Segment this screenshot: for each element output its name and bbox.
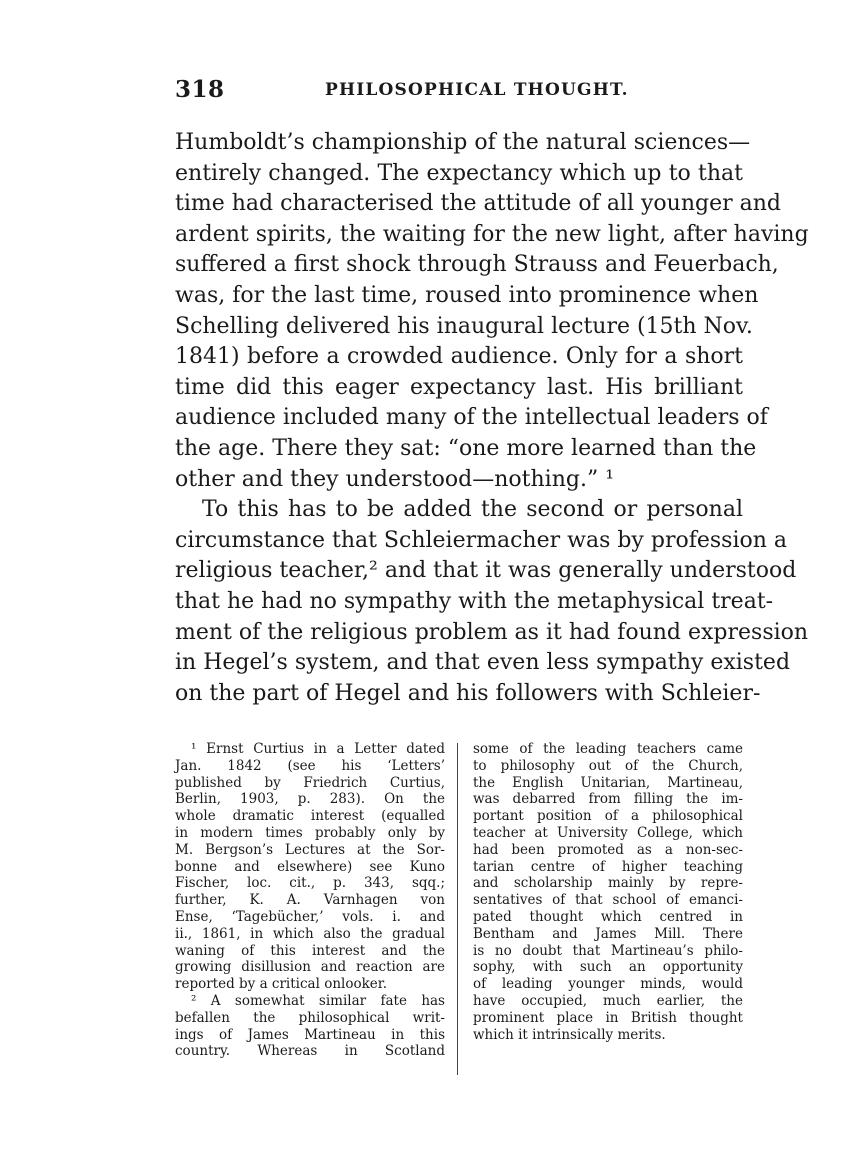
footnote-line: Jan. 1842 (see his ‘Letters’ <box>175 757 445 774</box>
footnote-line: befallen the philosophical writ- <box>175 1009 445 1026</box>
footnote-line: Fischer, loc. cit., p. 343, sqq.; <box>175 875 445 892</box>
footnote-line: whole dramatic interest (equalled <box>175 808 445 825</box>
footnote-line: growing disillusion and reaction are <box>175 959 445 976</box>
body-line: on the part of Hegel and his followers with Schleier- <box>175 680 761 706</box>
column-divider <box>457 743 458 1075</box>
body-line: To this has to be added the second or personal <box>202 497 743 523</box>
footnote-line: reported by a critical onlooker. <box>175 976 388 993</box>
body-text <box>175 128 809 709</box>
body-line: was, for the last time, roused into prominence when <box>175 282 759 308</box>
running-title: PHILOSOPHICAL THOUGHT. <box>325 80 629 100</box>
body-line: in Hegel’s system, and that even less sympathy existed <box>175 650 791 676</box>
body-line: audience included many of the intellectual leaders of <box>175 405 768 431</box>
footnote-line: had been promoted as a non-sec- <box>473 841 743 858</box>
body-line: religious teacher,² and that it was generally understood <box>175 558 797 584</box>
footnote-line: pated thought which centred in <box>473 908 743 925</box>
footnote-line: ¹ Ernst Curtius in a Letter dated <box>191 741 445 757</box>
footnote-line: of leading younger minds, would <box>473 976 743 993</box>
footnotes <box>175 741 743 1081</box>
body-line: suffered a first shock through Strauss and Feuerbach, <box>175 252 779 278</box>
footnote-line: prominent place in British thought <box>473 1009 743 1026</box>
body-line: the age. There they sat: “one more learned than the <box>175 435 757 461</box>
footnote-line: waning of this interest and the <box>175 942 445 959</box>
footnote-line: portant position of a philosophical <box>473 808 743 825</box>
body-line: Schelling delivered his inaugural lecture (15th Nov. <box>175 313 753 339</box>
footnote-line: some of the leading teachers came <box>473 741 743 757</box>
footnote-line: Ense, ‘Tagebücher,’ vols. i. and <box>175 908 445 925</box>
footnote-line: have occupied, much earlier, the <box>473 992 743 1009</box>
footnote-line: bonne and elsewhere) see Kuno <box>175 858 445 875</box>
footnote-line: sophy, with such an opportunity <box>473 959 743 976</box>
body-line: that he had no sympathy with the metaphysical treat- <box>175 588 774 614</box>
footnote-line: country. Whereas in Scotland <box>175 1043 445 1060</box>
body-line: entirely changed. The expectancy which up to that <box>175 160 743 186</box>
page-number: 318 <box>175 76 225 103</box>
footnote-line: and scholarship mainly by repre- <box>473 875 743 892</box>
footnote-line: the English Unitarian, Martineau, <box>473 774 743 791</box>
body-line: other and they understood—nothing.” ¹ <box>175 466 615 492</box>
footnote-line: was debarred from filling the im- <box>473 791 743 808</box>
footnote-line: further, K. A. Varnhagen von <box>175 892 445 909</box>
footnote-line: ii., 1861, in which also the gradual <box>175 925 445 942</box>
footnote-line: ² A somewhat similar fate has <box>191 992 445 1009</box>
footnote-line: published by Friedrich Curtius, <box>175 774 445 791</box>
footnote-line: is no doubt that Martineau’s philo- <box>473 942 743 959</box>
footnote-line: Berlin, 1903, p. 283). On the <box>175 791 445 808</box>
footnote-line: Bentham and James Mill. There <box>473 925 743 942</box>
body-line: time did this eager expectancy last. His brilliant <box>175 374 743 400</box>
footnote-line: teacher at University College, which <box>473 824 743 841</box>
body-line: Humboldt’s championship of the natural sciences— <box>175 130 751 155</box>
body-line: circumstance that Schleiermacher was by profession a <box>175 527 788 553</box>
footnotes-left-column <box>175 741 445 1060</box>
body-line: time had characterised the attitude of all younger and <box>175 191 781 217</box>
footnote-line: to philosophy out of the Church, <box>473 757 743 774</box>
body-line: 1841) before a crowded audience. Only for a short <box>175 344 743 370</box>
footnote-line: ings of James Martineau in this <box>175 1026 445 1043</box>
body-line: ment of the religious problem as it had found expression <box>175 619 809 645</box>
running-head <box>175 76 743 106</box>
footnote-line: in modern times probably only by <box>175 824 445 841</box>
footnote-line: M. Bergson’s Lectures at the Sor- <box>175 841 445 858</box>
body-line: ardent spirits, the waiting for the new light, after having <box>175 221 809 247</box>
footnote-line: sentatives of that school of emanci- <box>473 892 743 909</box>
footnotes-right-column <box>473 741 743 1043</box>
footnote-line: which it intrinsically merits. <box>473 1026 666 1043</box>
footnote-line: tarian centre of higher teaching <box>473 858 743 875</box>
